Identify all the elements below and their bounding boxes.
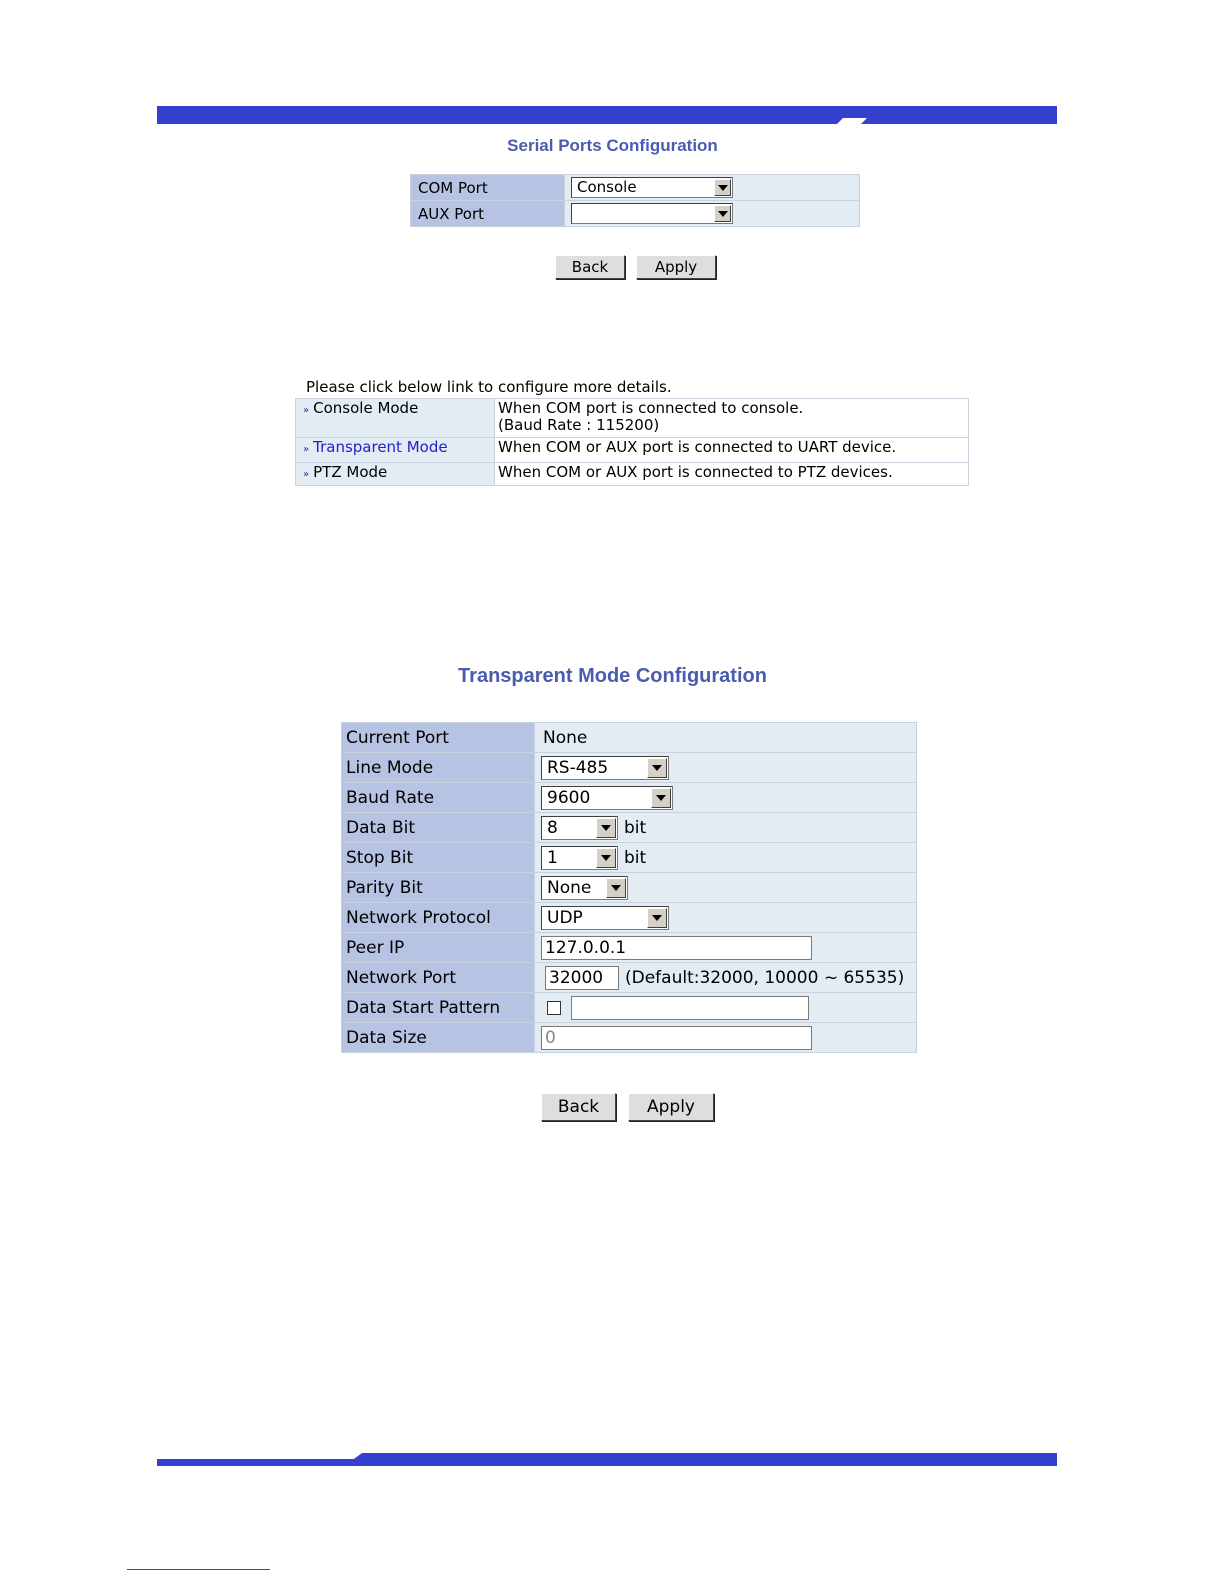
serial-ports-table — [410, 174, 860, 227]
mode-row-console — [296, 399, 969, 438]
footer-band — [157, 1453, 1057, 1466]
data-bit-unit: bit — [624, 817, 647, 838]
baud-rate-value: 9600 — [547, 787, 591, 808]
transparent-config-table — [341, 722, 917, 1053]
data-bit-label: Data Bit — [342, 813, 535, 843]
current-port-row — [342, 723, 917, 753]
serial-apply-button[interactable]: Apply — [636, 255, 716, 279]
console-mode-link[interactable]: Console Mode — [313, 399, 419, 417]
console-mode-desc: When COM port is connected to console. — [498, 399, 804, 417]
baud-rate-label: Baud Rate — [342, 783, 535, 813]
peer-ip-row — [342, 933, 917, 963]
aux-port-row — [411, 201, 860, 227]
console-mode-baud: (Baud Rate : 115200) — [498, 416, 660, 434]
baud-rate-select[interactable] — [541, 786, 673, 810]
com-port-select[interactable] — [571, 177, 733, 198]
chevron-down-icon[interactable] — [596, 818, 616, 838]
com-port-value: Console — [577, 178, 637, 196]
chevron-down-icon[interactable] — [596, 848, 616, 868]
double-chevron-right-icon: » — [303, 469, 310, 480]
double-chevron-right-icon: » — [303, 444, 310, 455]
stop-bit-label: Stop Bit — [342, 843, 535, 873]
network-protocol-select[interactable] — [541, 906, 669, 930]
parity-bit-select[interactable] — [541, 876, 628, 900]
stop-bit-select[interactable] — [541, 846, 618, 870]
parity-bit-row — [342, 873, 917, 903]
mode-row-ptz — [296, 463, 969, 486]
network-protocol-label: Network Protocol — [342, 903, 535, 933]
ptz-mode-desc: When COM or AUX port is connected to PTZ devices. — [495, 463, 969, 486]
current-port-value: None — [535, 723, 917, 753]
data-bit-value: 8 — [547, 817, 558, 838]
data-bit-select[interactable] — [541, 816, 618, 840]
transparent-mode-link[interactable]: Transparent Mode — [313, 438, 448, 456]
parity-bit-label: Parity Bit — [342, 873, 535, 903]
baud-rate-row — [342, 783, 917, 813]
chevron-down-icon[interactable] — [606, 878, 626, 898]
line-mode-label: Line Mode — [342, 753, 535, 783]
mode-row-transparent — [296, 438, 969, 463]
serial-ports-title: Serial Ports Configuration — [507, 136, 718, 155]
modes-table — [295, 398, 969, 486]
network-port-input[interactable]: 32000 — [545, 966, 619, 990]
double-chevron-right-icon: » — [303, 405, 310, 416]
data-size-label: Data Size — [342, 1023, 535, 1053]
chevron-down-icon[interactable] — [647, 908, 667, 928]
peer-ip-label: Peer IP — [342, 933, 535, 963]
line-mode-row — [342, 753, 917, 783]
footer-rule — [127, 1569, 270, 1570]
aux-port-select[interactable] — [571, 203, 733, 224]
data-start-pattern-label: Data Start Pattern — [342, 993, 535, 1023]
network-port-label: Network Port — [342, 963, 535, 993]
stop-bit-value: 1 — [547, 847, 558, 868]
chevron-down-icon[interactable] — [714, 179, 731, 196]
network-port-row — [342, 963, 917, 993]
chevron-down-icon[interactable] — [651, 788, 671, 808]
modes-intro-text: Please click below link to configure more details. — [306, 378, 672, 396]
network-protocol-row — [342, 903, 917, 933]
network-protocol-value: UDP — [547, 907, 583, 928]
chevron-down-icon[interactable] — [647, 758, 667, 778]
data-bit-row — [342, 813, 917, 843]
aux-port-label: AUX Port — [411, 201, 565, 227]
data-size-input[interactable]: 0 — [541, 1026, 812, 1050]
line-mode-select[interactable] — [541, 756, 669, 780]
data-start-pattern-input[interactable] — [571, 996, 809, 1020]
com-port-label: COM Port — [411, 175, 565, 201]
transparent-mode-desc: When COM or AUX port is connected to UART device. — [495, 438, 969, 463]
chevron-down-icon[interactable] — [714, 205, 731, 222]
data-start-pattern-checkbox[interactable] — [547, 1001, 561, 1015]
network-port-hint: (Default:32000, 10000 ~ 65535) — [625, 967, 905, 988]
parity-bit-value: None — [547, 877, 592, 898]
transparent-apply-button[interactable]: Apply — [628, 1093, 714, 1121]
data-start-pattern-row — [342, 993, 917, 1023]
stop-bit-unit: bit — [624, 847, 647, 868]
header-band — [157, 106, 1057, 124]
line-mode-value: RS-485 — [547, 757, 609, 778]
stop-bit-row — [342, 843, 917, 873]
ptz-mode-link[interactable]: PTZ Mode — [313, 463, 388, 481]
current-port-label: Current Port — [342, 723, 535, 753]
serial-back-button[interactable]: Back — [555, 255, 625, 279]
transparent-back-button[interactable]: Back — [541, 1093, 616, 1121]
com-port-row — [411, 175, 860, 201]
peer-ip-input[interactable]: 127.0.0.1 — [541, 936, 812, 960]
transparent-mode-title: Transparent Mode Configuration — [458, 665, 767, 687]
data-size-row — [342, 1023, 917, 1053]
